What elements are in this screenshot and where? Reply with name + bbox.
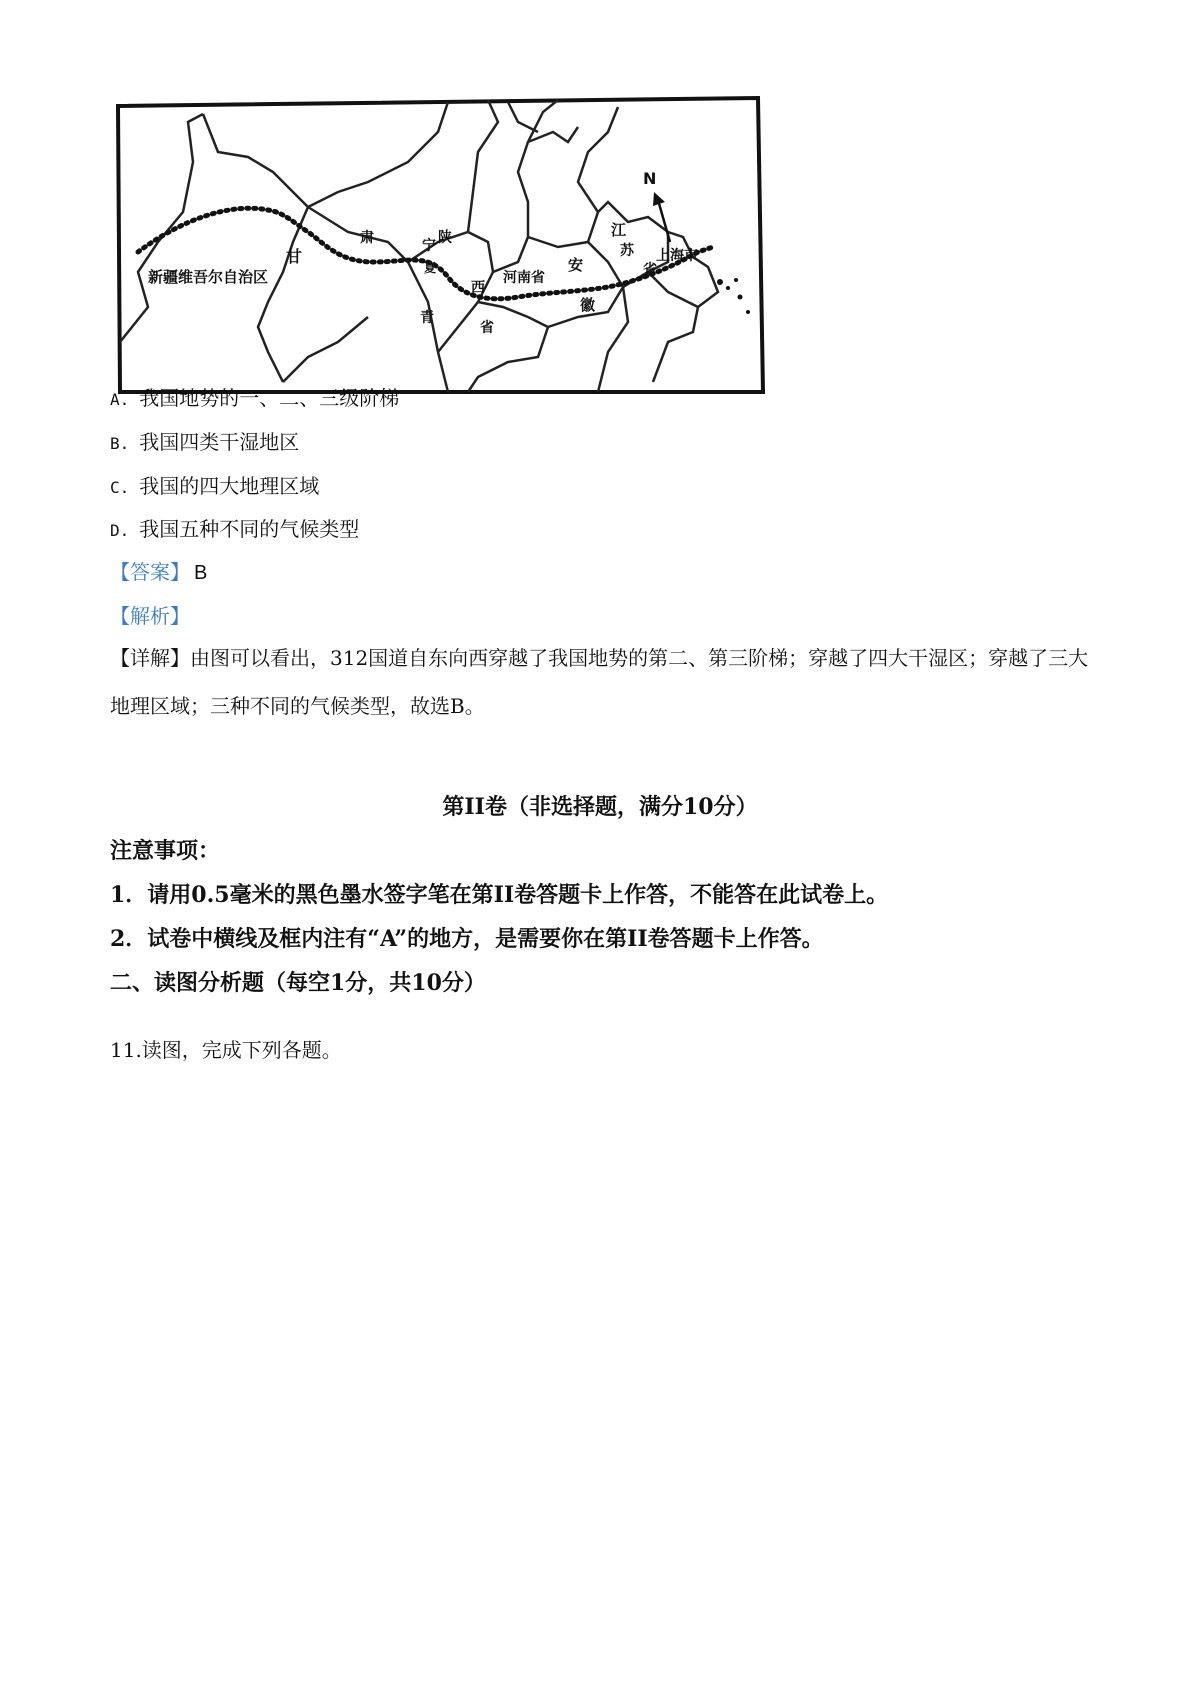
label-sheng-east: 省 [643,262,657,278]
analysis-label: 【解析】 [110,604,190,628]
label-xi: 西 [471,280,485,296]
label-su-east: 苏 [620,243,634,259]
label-jiang: 江 [611,221,627,239]
label-shanghai: 上海市 [656,248,698,264]
option-a [110,384,399,414]
label-gan: 甘 [286,247,303,266]
option-text: 我国四类干湿地区 [139,430,300,454]
label-henan: 河南省 [503,270,545,286]
answer-label: 【答案】 [110,560,190,584]
answer-value: B [194,562,208,584]
question-11-prompt: 11.读图，完成下列各题。 [110,1038,342,1062]
label-ning: 宁 [422,238,436,254]
option-letter: D. [110,521,130,540]
option-text: 我国的四大地理区域 [139,474,320,498]
part-heading: 二、读图分析题（每空1分，共10分） [110,970,486,996]
option-c [110,472,319,502]
notice-heading: 注意事项： [110,838,221,864]
label-north: N [643,169,657,188]
china-route-312-map [108,92,768,402]
option-text: 我国地势的一、二、三级阶梯 [139,386,400,410]
label-shaan: 陕 [438,230,452,246]
analysis-line [110,602,190,630]
label-su: 肃 [360,230,374,246]
label-xinjiang: 新疆维吾尔自治区 [148,268,269,286]
answer-line [110,558,207,587]
detail-paragraph [110,634,1100,730]
detail-text: 由图可以看出，312国道自东向西穿越了我国地势的第二、第三阶梯；穿越了四大干湿区；穿越了三大地理区域；三种不同的气候类型，故选B。 [110,646,1089,718]
notice-item-1: 1．请用0.5毫米的黑色墨水签字笔在第II卷答题卡上作答，不能答在此试卷上。 [110,882,889,908]
option-letter: B. [110,434,130,453]
label-an: 安 [568,256,584,274]
notice-item-2: 2．试卷中横线及框内注有“A”的地方，是需要你在第II卷答题卡上作答。 [110,926,824,952]
route-map-figure [108,92,768,402]
option-d [110,515,359,545]
label-hui: 徽 [580,296,596,314]
option-letter: C. [110,478,130,497]
option-text: 我国五种不同的气候类型 [139,517,360,541]
option-letter: A. [110,390,130,409]
option-b [110,428,299,458]
detail-label: 【详解】 [110,646,190,670]
section-title: 第II卷（非选择题，满分10分） [442,794,758,820]
label-qing: 青 [420,310,434,326]
label-sheng: 省 [480,320,494,336]
label-xia: 夏 [424,261,437,275]
